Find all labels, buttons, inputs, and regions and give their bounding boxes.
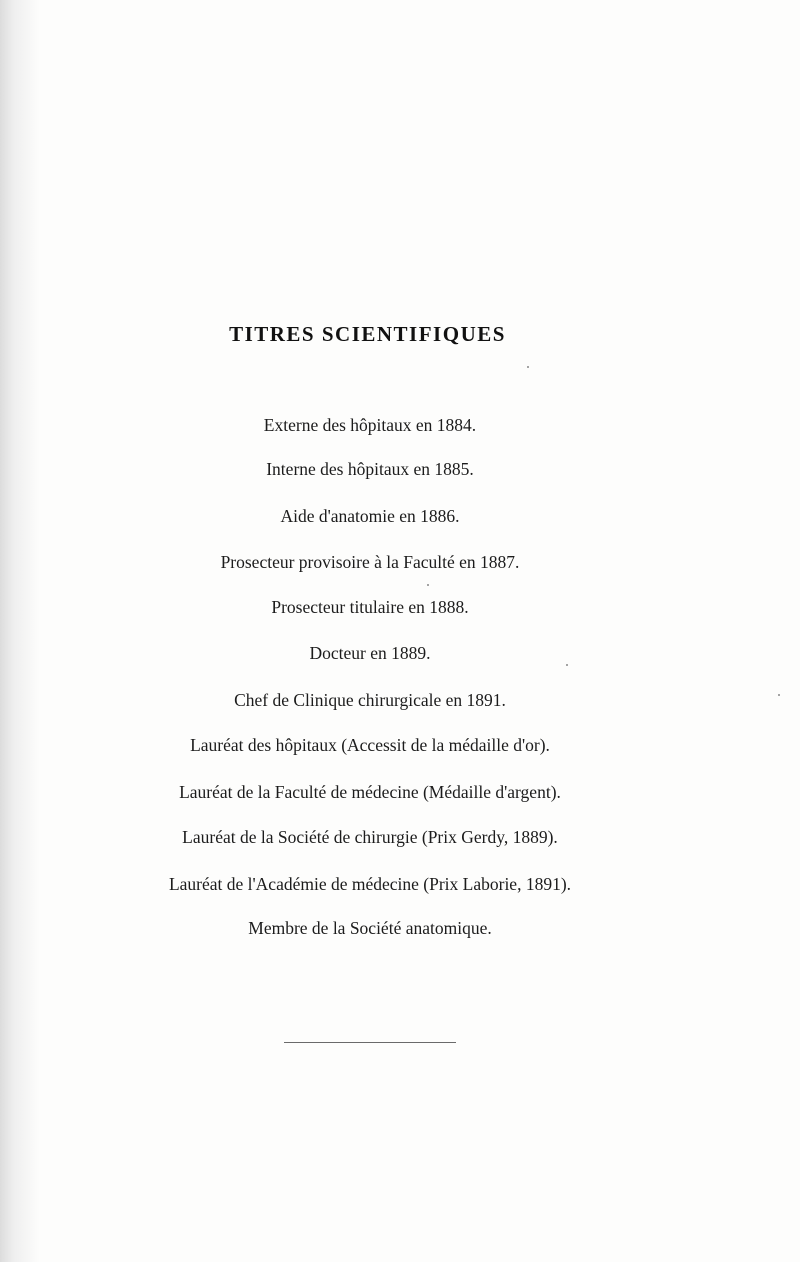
closing-rule [284,1042,456,1043]
list-item: Aide d'anatomie en 1886. [280,506,460,526]
list-item: Prosecteur provisoire à la Faculté en 1887. [220,552,520,572]
scan-speck [778,694,780,696]
list-item: Membre de la Société anatomique. [248,918,492,938]
list-item: Interne des hôpitaux en 1885. [266,459,474,479]
list-item: Lauréat de la Faculté de médecine (Médaille d'argent). [179,782,561,802]
page-edge-shadow [0,0,40,1262]
list-item: Chef de Clinique chirurgicale en 1891. [234,690,506,710]
list-item: Prosecteur titulaire en 1888. [271,597,469,617]
list-item: Lauréat de l'Académie de médecine (Prix Laborie, 1891). [168,874,572,894]
list-item: Externe des hôpitaux en 1884. [263,415,477,435]
scan-speck [427,584,429,586]
list-item: Lauréat des hôpitaux (Accessit de la médaille d'or). [190,735,550,755]
list-item: Docteur en 1889. [309,643,431,663]
list-item: Lauréat de la Société de chirurgie (Prix Gerdy, 1889). [182,827,558,847]
scan-speck [527,366,529,368]
page-title: TITRES SCIENTIFIQUES [229,322,506,346]
scan-speck [566,664,568,666]
